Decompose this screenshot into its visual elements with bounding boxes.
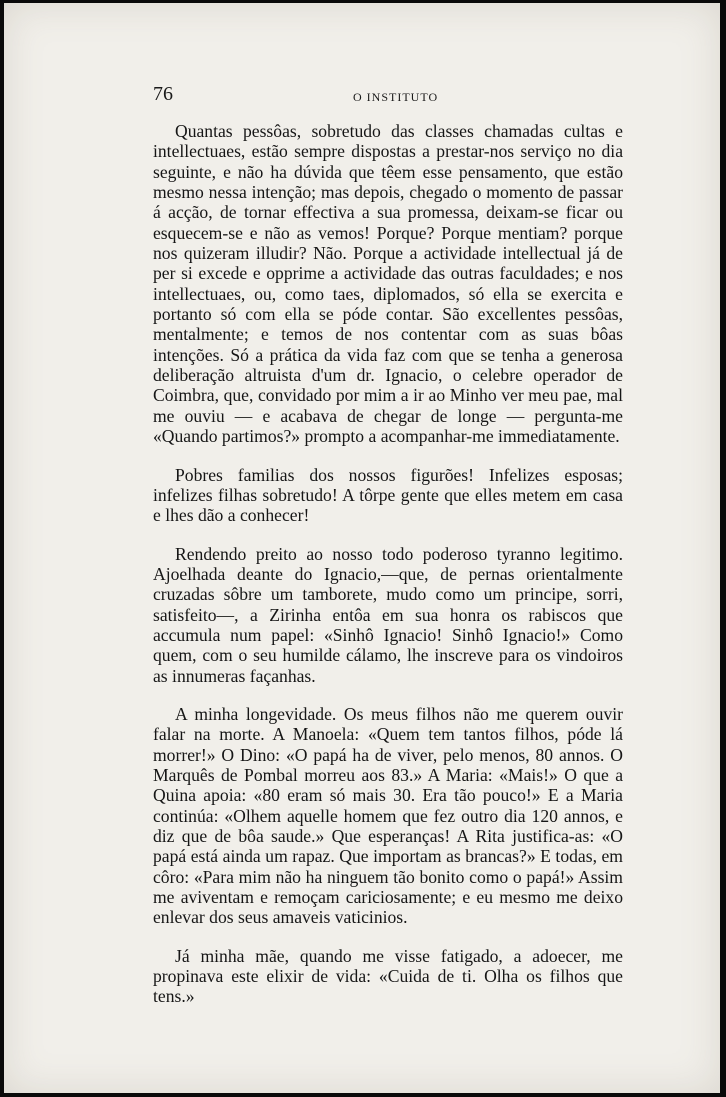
paragraph-1: Quantas pessôas, sobretudo das classes chamadas cultas e intellectuaes, estão sempre dispostas a prestar-nos serviço no dia seguinte, e não ha dúvida que têem esse pensamento, que estão mesmo nessa intenção; mas depois, chegado o momento de passar á acção, de tornar effectiva a sua promessa, deixam-se ficar ou esquecem-se e não as vemos! Porque? Porque mentiam? porque nos quizeram illudir? Não. Porque a actividade intellectual já de per si excede e opprime a actividade das outras faculdades; e nos intellectuaes, ou, como taes, diplomados, só ella se exercita e portanto só com ella se póde contar. São excellentes pessôas, mentalmente; e temos de nos contentar com as suas bôas intenções. Só a prática da vida faz com que se tenha a generosa deliberação altruista d'um dr. Ignacio, o celebre operador de Coimbra, que, convidado por mim a ir ao Minho ver meu pae, mal me ouviu — e acabava de chegar de longe — pergunta-me «Quando partimos?» prompto a acompanhar-me immediatamente. xyxy=(153,121,623,447)
book-page xyxy=(4,3,720,1093)
body-text xyxy=(153,121,623,1007)
paragraph-2: Pobres familias dos nossos figurões! Infelizes esposas; infelizes filhas sobretudo! A tôrpe gente que elles metem em casa e lhes dão a conhecer! xyxy=(153,464,623,526)
paragraph-3: Rendendo preito ao nosso todo poderoso tyranno legitimo. Ajoelhada deante do Ignacio,—que, de pernas orientalmente cruzadas sôbre um tamborete, mudo como um principe, sorri, satisfeito—, a Zirinha entôa em sua honra os rabiscos que accumula num papel: «Sinhô Ignacio! Sinhô Ignacio!» Como quem, com o seu humilde cálamo, lhe inscreve para os vindoiros as innumeras façanhas. xyxy=(153,543,623,686)
paragraph-4: A minha longevidade. Os meus filhos não me querem ouvir falar na morte. A Manoela: «Quem tem tantos filhos, póde lá morrer!» O Dino: «O papá ha de viver, pelo menos, 80 annos. O Marquês de Pombal morreu aos 83.» A Maria: «Mais!» O que a Quina apoia: «80 eram só mais 30. Era tão pouco!» E a Maria continúa: «Olhem aquelle homem que fez outro dia 120 annos, e diz que de bôa saude.» Que esperanças! A Rita justifica-as: «O papá está ainda um rapaz. Que importam as brancas?» E todas, em côro: «Para mim não ha ninguem tão bonito como o papá!» Assim me aviventam e remoçam cariciosamente; e eu mesmo me deixo enlevar dos seus amaveis vaticinios. xyxy=(153,703,623,928)
paragraph-5: Já minha mãe, quando me visse fatigado, a adoecer, me propinava este elixir de vida: «Cuida de ti. Olha os filhos que tens.» xyxy=(153,945,623,1007)
page-number: 76 xyxy=(153,83,173,105)
running-title: O INSTITUTO xyxy=(353,90,439,104)
page-header xyxy=(153,83,593,111)
